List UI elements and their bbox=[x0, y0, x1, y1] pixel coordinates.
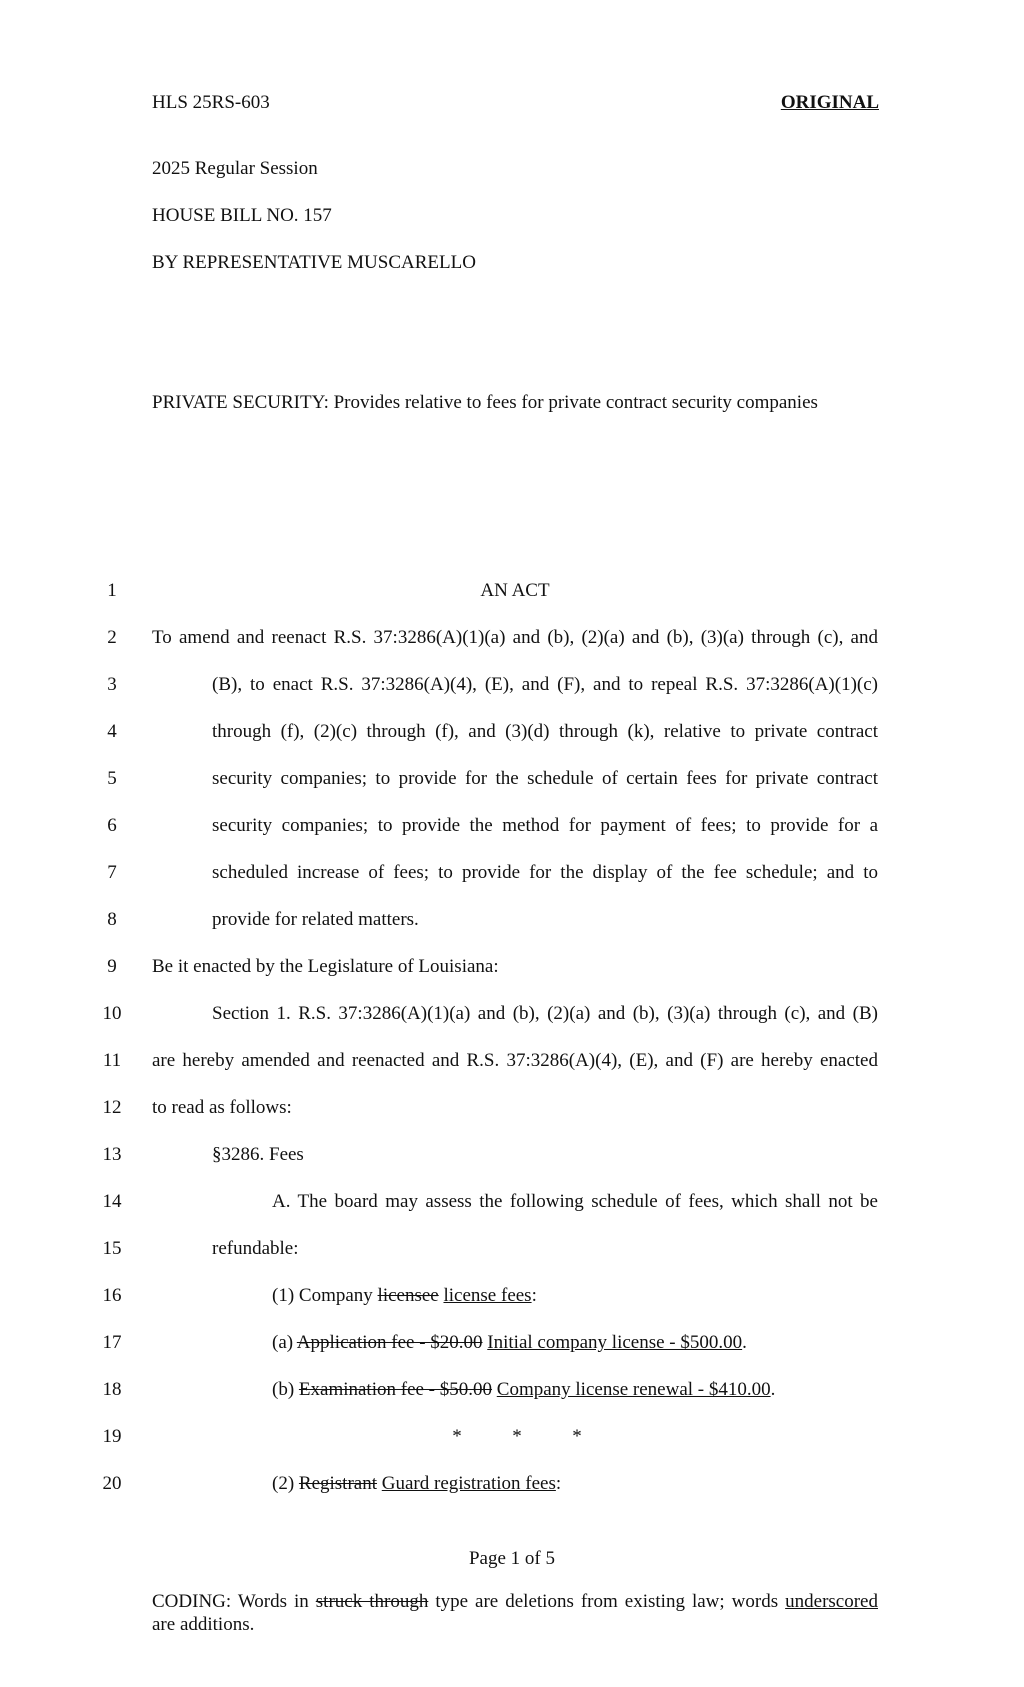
line-13 bbox=[0, 1144, 1024, 1174]
line-12 bbox=[0, 1097, 1024, 1127]
text-plain: : bbox=[555, 1473, 562, 1494]
added-text: Company license renewal - $410.00 bbox=[496, 1379, 771, 1400]
text-plain: (b) bbox=[272, 1379, 299, 1400]
bill-number: HOUSE BILL NO. 157 bbox=[152, 205, 332, 226]
line-1 bbox=[0, 580, 1024, 610]
deleted-text: Examination fee - $50.00 bbox=[298, 1379, 493, 1400]
line-number: 3 bbox=[107, 674, 117, 695]
line-text: (B), to enact R.S. 37:3286(A)(4), (E), and (F), and to repeal R.S. 37:3286(A)(1)(c) bbox=[212, 674, 878, 695]
coding-strike-example: struck through bbox=[315, 1591, 429, 1612]
line-number: 1 bbox=[107, 580, 117, 601]
line-4 bbox=[0, 721, 1024, 751]
line-number: 14 bbox=[102, 1191, 122, 1212]
star: * bbox=[452, 1426, 462, 1447]
line-number: 17 bbox=[102, 1332, 122, 1353]
star: * bbox=[572, 1426, 582, 1447]
line-number: 15 bbox=[102, 1238, 122, 1259]
line-text: To amend and reenact R.S. 37:3286(A)(1)(a) and (b), (2)(a) and (b), (3)(a) through (c), and bbox=[152, 627, 878, 648]
line-19 bbox=[0, 1426, 1024, 1456]
line-number: 2 bbox=[107, 627, 117, 648]
line-text: Section 1. R.S. 37:3286(A)(1)(a) and (b), (2)(a) and (b), (3)(a) through (c), and (B) bbox=[212, 1003, 878, 1024]
session: 2025 Regular Session bbox=[152, 158, 318, 179]
line-7 bbox=[0, 862, 1024, 892]
line-text bbox=[272, 1285, 537, 1307]
line-text: are hereby amended and reenacted and R.S. 37:3286(A)(4), (E), and (F) are hereby enacted bbox=[152, 1050, 878, 1071]
line-18 bbox=[0, 1379, 1024, 1409]
line-15 bbox=[0, 1238, 1024, 1268]
line-10 bbox=[0, 1003, 1024, 1033]
line-number: 12 bbox=[102, 1097, 122, 1118]
act-heading: AN ACT bbox=[480, 580, 550, 601]
line-text bbox=[272, 1332, 747, 1354]
page-number: Page 1 of 5 bbox=[468, 1548, 555, 1569]
star: * bbox=[512, 1426, 522, 1447]
deleted-text: Application fee - $20.00 bbox=[296, 1332, 483, 1353]
line-text: A. The board may assess the following schedule of fees, which shall not be bbox=[272, 1191, 878, 1212]
text-plain: : bbox=[531, 1285, 537, 1306]
bill-status: ORIGINAL bbox=[780, 92, 879, 113]
line-text: provide for related matters. bbox=[212, 909, 419, 930]
line-number: 18 bbox=[102, 1379, 122, 1400]
text-plain: (1) Company bbox=[272, 1285, 378, 1306]
line-text: refundable: bbox=[212, 1238, 299, 1259]
coding-text: CODING: Words in bbox=[152, 1591, 316, 1612]
text-plain: (a) bbox=[272, 1332, 297, 1353]
line-text: to read as follows: bbox=[152, 1097, 292, 1118]
line-5 bbox=[0, 768, 1024, 798]
line-number: 7 bbox=[107, 862, 117, 883]
line-number: 9 bbox=[107, 956, 117, 977]
enacting-clause: Be it enacted by the Legislature of Louisiana: bbox=[152, 956, 499, 977]
coding-note bbox=[152, 1590, 878, 1636]
line-6 bbox=[0, 815, 1024, 845]
line-number: 11 bbox=[102, 1050, 122, 1071]
coding-text: type are deletions from existing law; words bbox=[428, 1591, 786, 1612]
line-number: 19 bbox=[102, 1426, 122, 1447]
line-text: security companies; to provide for the schedule of certain fees for private contract bbox=[212, 768, 878, 789]
line-number: 4 bbox=[107, 721, 117, 742]
line-20 bbox=[0, 1473, 1024, 1503]
bill-author: BY REPRESENTATIVE MUSCARELLO bbox=[152, 252, 476, 273]
digest-title: PRIVATE SECURITY: Provides relative to fees for private contract security companies bbox=[152, 392, 818, 413]
line-number: 10 bbox=[102, 1003, 122, 1024]
section-heading: §3286. Fees bbox=[212, 1144, 304, 1165]
line-number: 20 bbox=[102, 1473, 122, 1494]
line-text: scheduled increase of fees; to provide for the display of the fee schedule; and to bbox=[212, 862, 878, 883]
line-14 bbox=[0, 1191, 1024, 1221]
line-9 bbox=[0, 956, 1024, 986]
bill-id: HLS 25RS-603 bbox=[152, 92, 270, 113]
line-11 bbox=[0, 1050, 1024, 1080]
added-text: Guard registration fees bbox=[381, 1473, 556, 1494]
line-3 bbox=[0, 674, 1024, 704]
text-plain: . bbox=[742, 1332, 747, 1353]
text-plain: . bbox=[770, 1379, 776, 1400]
line-text: through (f), (2)(c) through (f), and (3)(d) through (k), relative to private contract bbox=[212, 721, 878, 742]
line-number: 16 bbox=[102, 1285, 122, 1306]
added-text: Initial company license - $500.00 bbox=[487, 1332, 743, 1353]
coding-text: are additions. bbox=[152, 1614, 255, 1635]
omission-stars bbox=[427, 1426, 607, 1448]
line-number: 6 bbox=[107, 815, 117, 836]
line-text bbox=[272, 1473, 561, 1495]
line-number: 13 bbox=[102, 1144, 122, 1165]
deleted-text: Registrant bbox=[298, 1473, 378, 1494]
line-17 bbox=[0, 1332, 1024, 1362]
line-8 bbox=[0, 909, 1024, 939]
line-2 bbox=[0, 627, 1024, 657]
line-text: security companies; to provide the method for payment of fees; to provide for a bbox=[212, 815, 878, 836]
coding-underscore-example: underscored bbox=[785, 1591, 878, 1612]
added-text: license fees bbox=[443, 1285, 532, 1306]
line-number: 8 bbox=[107, 909, 117, 930]
line-number: 5 bbox=[107, 768, 117, 789]
line-text bbox=[272, 1379, 775, 1401]
text-plain: (2) bbox=[272, 1473, 299, 1494]
line-16 bbox=[0, 1285, 1024, 1315]
deleted-text: licensee bbox=[377, 1285, 439, 1306]
